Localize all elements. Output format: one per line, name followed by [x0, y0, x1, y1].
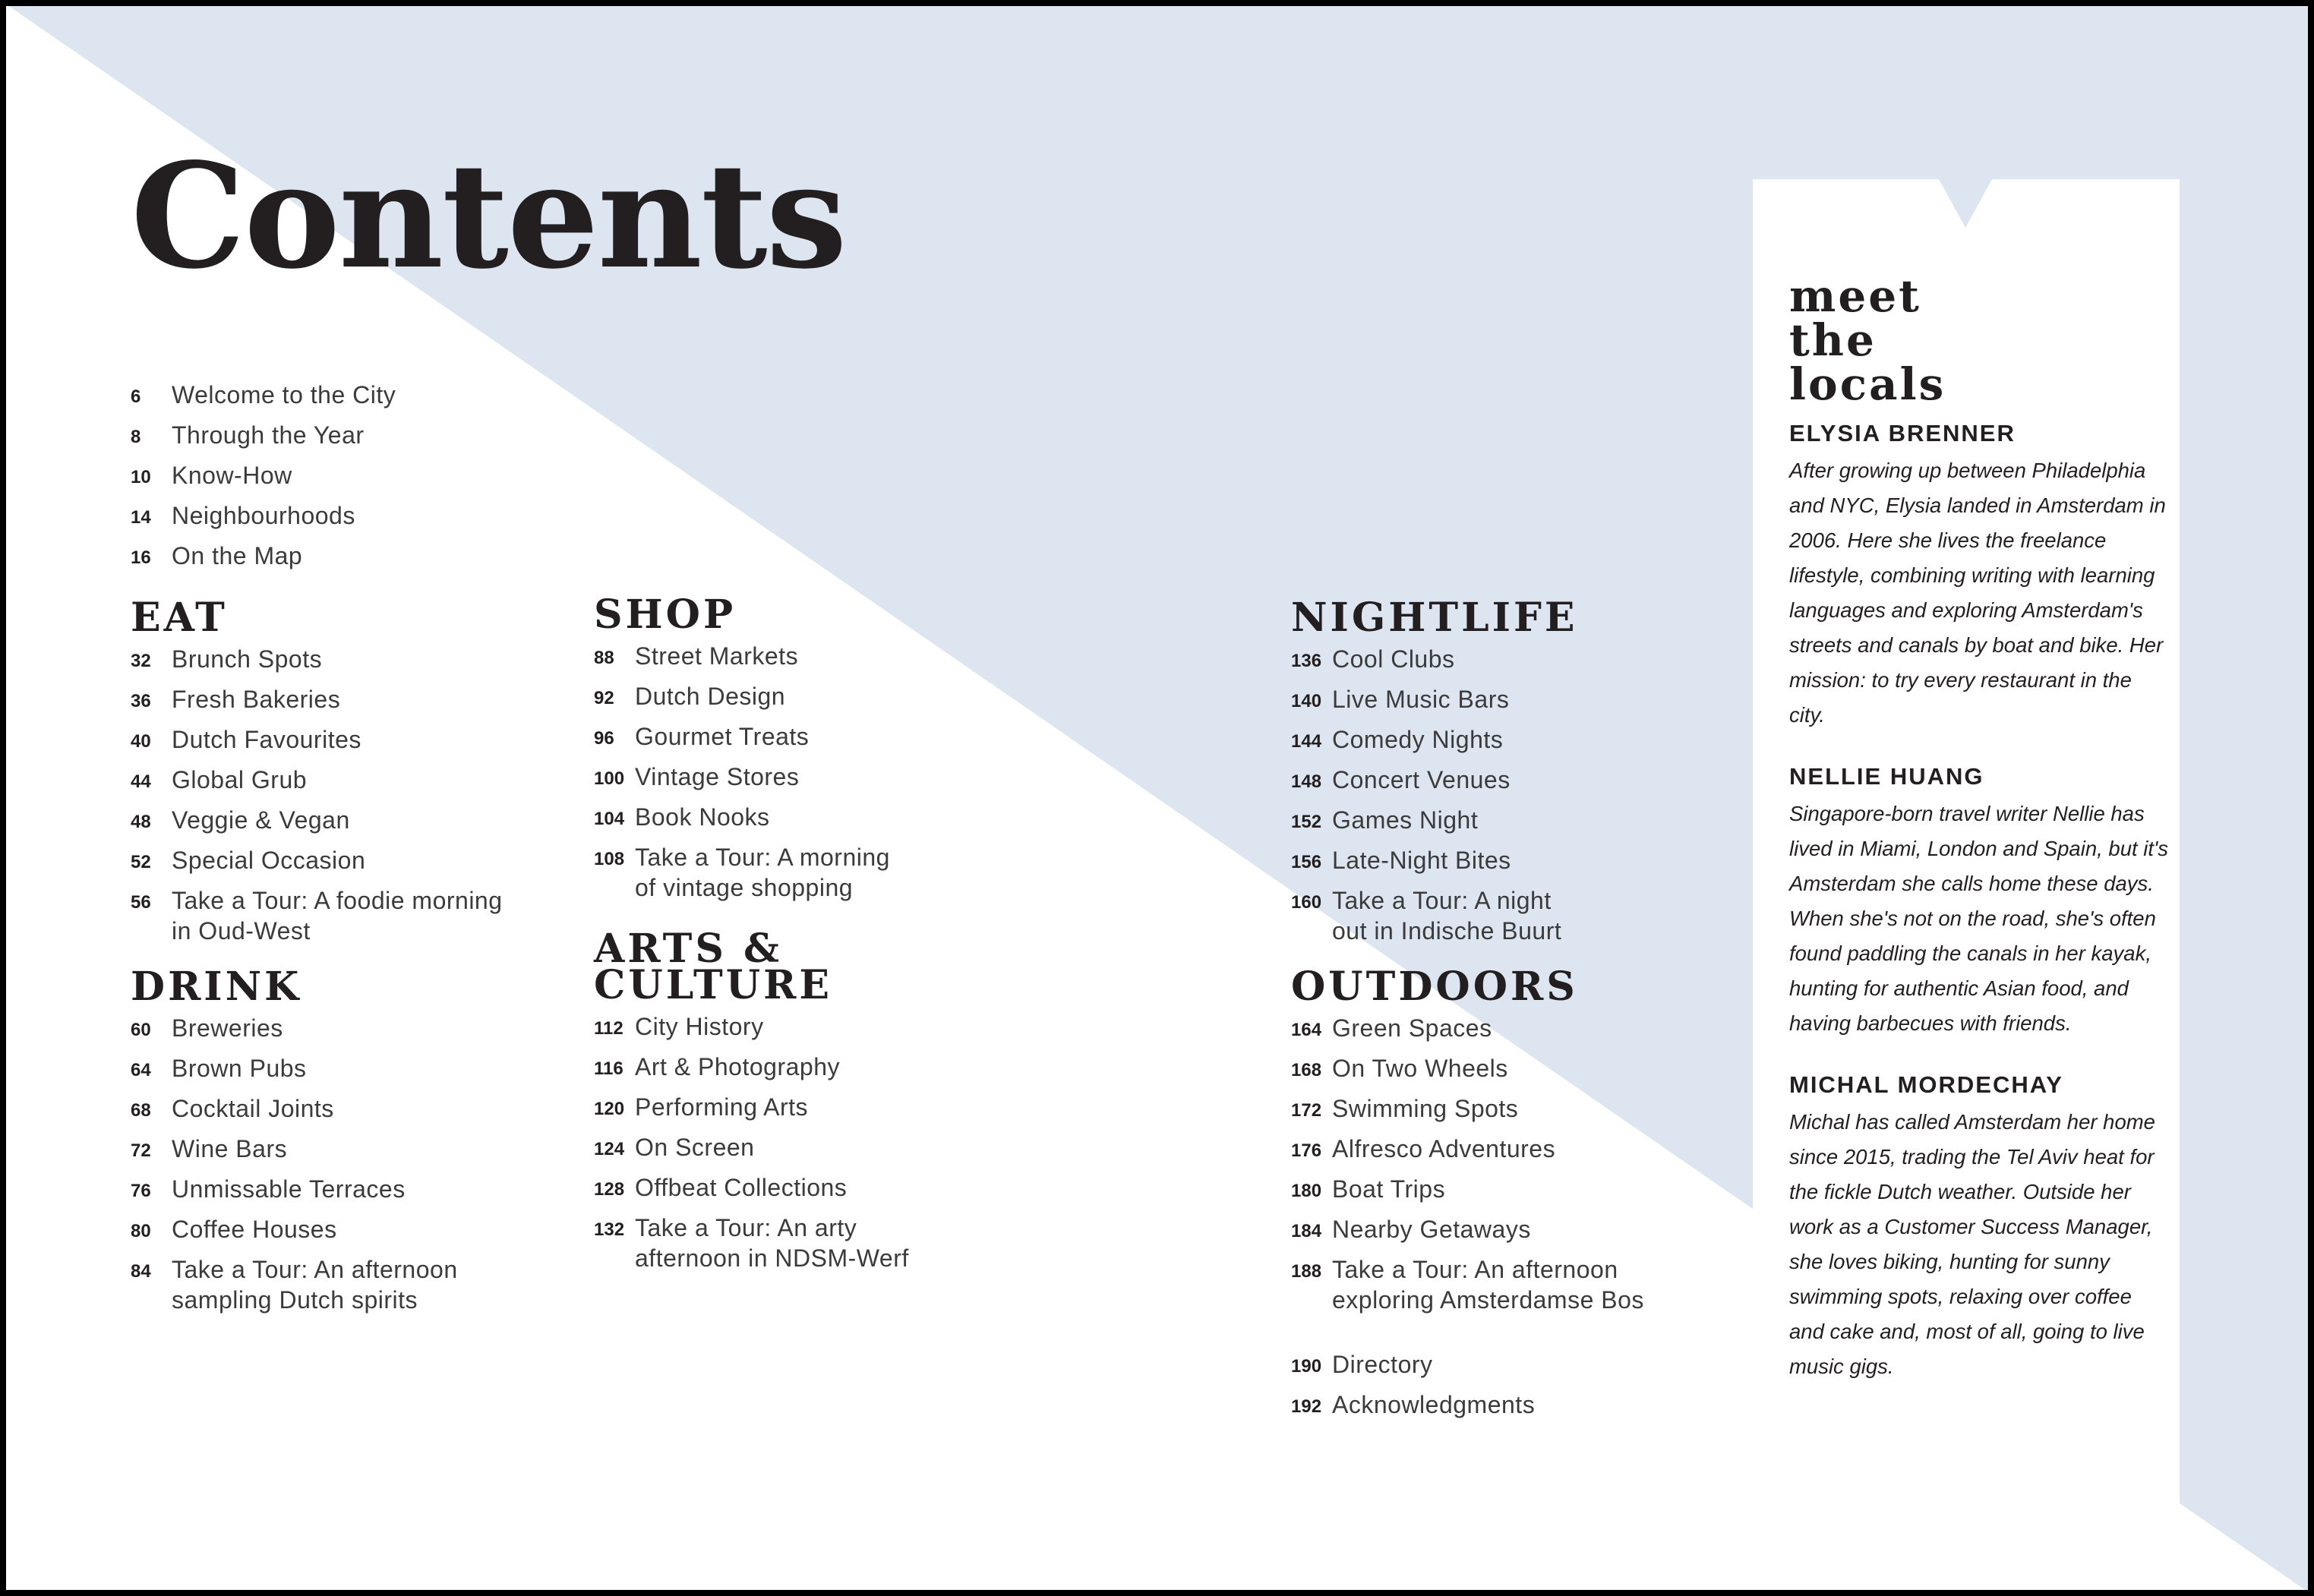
page-number: 52 [131, 852, 151, 872]
entry-label: Book Nooks [635, 803, 770, 831]
entry-label: Veggie & Vegan [172, 806, 350, 834]
page-number: 16 [131, 547, 151, 568]
page-number: 92 [594, 688, 614, 708]
toc-entry[interactable] [131, 724, 503, 757]
entry-label: Coffee Houses [172, 1216, 337, 1243]
page-number: 140 [1291, 691, 1322, 711]
local-bio: Michal has called Amsterdam her home since 2015, trading the Tel Aviv heat for the fickle Dutch weather. Outside her work as a Customer Success Manager, she loves biking, hunting for sunny swimming spots, relaxing over coffee and cake and, most of all, going to live music gigs. [1789, 1110, 2155, 1378]
section-heading: SHOP [594, 591, 737, 638]
back-matter-list [1291, 1349, 1535, 1430]
entry-label: Nearby Getaways [1332, 1216, 1531, 1243]
entry-label: Breweries [172, 1014, 283, 1042]
page-number: 48 [131, 812, 151, 832]
entry-label: Take a Tour: A morning of vintage shopping [635, 844, 890, 901]
toc-entry[interactable] [131, 1134, 458, 1166]
page-number: 80 [131, 1221, 151, 1241]
toc-entry[interactable] [1291, 1389, 1535, 1422]
toc-entry[interactable] [594, 802, 890, 834]
section-heading-line: CULTURE [594, 962, 832, 1008]
page-number: 104 [594, 809, 625, 829]
page-number: 36 [131, 691, 151, 711]
page-number: 40 [131, 731, 151, 752]
section-shop [594, 591, 890, 910]
page-number: 152 [1291, 812, 1322, 832]
entry-label: Cool Clubs [1332, 645, 1455, 673]
toc-entry[interactable] [1291, 684, 1578, 717]
toc-entry[interactable] [1291, 1093, 1644, 1126]
toc-entry[interactable] [131, 420, 396, 453]
toc-entry[interactable] [131, 1254, 458, 1315]
local-bio: Singapore-born travel writer Nellie has lived in Miami, London and Spain, but it's Amsterdam she calls home these days. When she's not on the road, she's often found paddling the canals in her kayak, hunting for authentic Asian food, and having barbecues with friends. [1789, 802, 2169, 1035]
entry-label: Art & Photography [635, 1053, 840, 1080]
page-number: 176 [1291, 1140, 1322, 1161]
local-name: NELLIE HUANG [1789, 763, 1984, 790]
toc-entry[interactable] [594, 1011, 909, 1044]
page-number: 84 [131, 1261, 151, 1282]
page-number: 112 [594, 1018, 623, 1039]
toc-entry[interactable] [131, 765, 503, 797]
entry-label: Take a Tour: An arty afternoon in NDSM-Werf [635, 1214, 909, 1272]
page-number: 88 [594, 648, 614, 668]
page-number: 56 [131, 892, 151, 913]
page-number: 156 [1291, 852, 1322, 872]
entry-label: Know-How [172, 462, 292, 489]
section-arts-culture [594, 926, 909, 1281]
meet-the-locals-panel [1753, 179, 2180, 1511]
local-name: ELYSIA BRENNER [1789, 420, 2016, 446]
toc-entry[interactable] [131, 845, 503, 878]
toc-entry[interactable] [131, 380, 396, 412]
page-number: 44 [131, 771, 151, 792]
entry-label: Vintage Stores [635, 763, 800, 790]
locals-heading [1789, 270, 2169, 410]
entry-label: Fresh Bakeries [172, 686, 341, 713]
page-number: 60 [131, 1020, 151, 1040]
page-number: 76 [131, 1181, 151, 1201]
toc-entry[interactable] [1291, 1349, 1535, 1382]
entry-label: Brown Pubs [172, 1055, 307, 1082]
page-number: 124 [594, 1139, 625, 1159]
entry-label: Gourmet Treats [635, 723, 810, 750]
toc-entry[interactable] [131, 1053, 458, 1086]
page-number: 108 [594, 849, 625, 869]
page-number: 64 [131, 1060, 151, 1080]
toc-entry[interactable] [594, 1213, 909, 1273]
entry-label: Brunch Spots [172, 645, 323, 673]
page-number: 172 [1291, 1100, 1322, 1121]
entry-label: Acknowledgments [1332, 1391, 1536, 1418]
toc-entry[interactable] [131, 500, 396, 533]
page-number: 96 [594, 728, 614, 749]
section-nightlife [1291, 595, 1578, 954]
page-number: 68 [131, 1100, 151, 1121]
toc-entry[interactable] [1291, 765, 1578, 797]
toc-entry[interactable] [594, 1172, 909, 1205]
entry-label: Concert Venues [1332, 766, 1511, 793]
page-number: 32 [131, 651, 151, 671]
local-bio: After growing up between Philadelphia and NYC, Elysia landed in Amsterdam in 2006. Here she lives the freelance lifestyle, combining writing with learning languages and exploring Amsterdam's streets and canals by boat and bike. Her mission: to try every restaurant in the city. [1789, 459, 2166, 727]
page-number: 6 [131, 386, 141, 407]
page-number: 184 [1291, 1221, 1322, 1241]
entry-label: Green Spaces [1332, 1014, 1492, 1042]
toc-entry[interactable] [131, 1174, 458, 1206]
page-number: 180 [1291, 1181, 1322, 1201]
toc-entry[interactable] [594, 842, 890, 903]
toc-entry[interactable] [131, 885, 503, 946]
entry-label: Cocktail Joints [172, 1095, 334, 1122]
toc-entry[interactable] [594, 1132, 909, 1165]
section-heading [594, 926, 909, 1008]
section-outdoors [1291, 964, 1644, 1323]
page-number: 100 [594, 768, 625, 789]
page-number: 148 [1291, 771, 1322, 792]
locals-heading-line: the [1789, 314, 1877, 366]
page-number: 8 [131, 427, 141, 447]
toc-entry[interactable] [1291, 1134, 1644, 1166]
local-profile [1789, 762, 2169, 1041]
section-heading: EAT [131, 595, 228, 641]
entry-label: Take a Tour: A night out in Indische Buurt [1332, 887, 1562, 945]
section-heading: DRINK [131, 964, 302, 1010]
toc-entry[interactable] [1291, 1174, 1644, 1206]
section-heading-line: ARTS & [594, 926, 782, 972]
page-number: 188 [1291, 1261, 1322, 1282]
entry-label: Wine Bars [172, 1135, 288, 1162]
toc-entry[interactable] [131, 541, 396, 573]
entry-label: Take a Tour: An afternoon exploring Amsterdamse Bos [1332, 1256, 1644, 1314]
entry-label: Neighbourhoods [172, 502, 355, 529]
toc-entry[interactable] [594, 762, 890, 794]
page-number: 10 [131, 467, 151, 487]
toc-entry[interactable] [1291, 845, 1578, 878]
toc-entry[interactable] [131, 805, 503, 837]
local-profile [1789, 1070, 2169, 1384]
entry-label: Special Occasion [172, 847, 366, 874]
entry-label: Alfresco Adventures [1332, 1135, 1556, 1162]
entry-label: Performing Arts [635, 1093, 809, 1121]
page-number: 136 [1291, 651, 1322, 671]
entry-label: Late-Night Bites [1332, 847, 1511, 874]
toc-entry[interactable] [1291, 1254, 1644, 1315]
page-number: 14 [131, 507, 151, 528]
toc-entry[interactable] [1291, 885, 1578, 946]
intro-list [131, 380, 396, 581]
page-number: 120 [594, 1099, 625, 1119]
entry-label: Offbeat Collections [635, 1174, 848, 1201]
toc-entry[interactable] [594, 681, 890, 714]
toc-entry[interactable] [594, 1052, 909, 1084]
toc-entry[interactable] [131, 1013, 458, 1046]
entry-label: Take a Tour: A foodie morning in Oud-West [172, 887, 503, 945]
entry-label: Games Night [1332, 806, 1479, 834]
entry-label: Global Grub [172, 766, 308, 793]
page-title: Contents [131, 131, 846, 301]
page-number: 144 [1291, 731, 1322, 752]
entry-label: Dutch Design [635, 683, 786, 710]
toc-entry[interactable] [1291, 724, 1578, 757]
toc-entry[interactable] [1291, 805, 1578, 837]
entry-label: Take a Tour: An afternoon sampling Dutch spirits [172, 1256, 458, 1314]
entry-label: Directory [1332, 1351, 1433, 1378]
page-number: 116 [594, 1058, 623, 1079]
local-name: MICHAL MORDECHAY [1789, 1071, 2063, 1098]
page-number: 128 [594, 1179, 625, 1200]
toc-entry[interactable] [1291, 644, 1578, 677]
entry-label: Street Markets [635, 642, 799, 670]
entry-label: Live Music Bars [1332, 686, 1510, 713]
entry-label: City History [635, 1013, 764, 1040]
entry-label: Through the Year [172, 421, 365, 449]
toc-entry[interactable] [131, 1214, 458, 1247]
locals-heading-line: meet [1789, 270, 1921, 322]
toc-entry[interactable] [131, 1093, 458, 1126]
page-number: 164 [1291, 1020, 1322, 1040]
page-number: 168 [1291, 1060, 1322, 1080]
section-heading: OUTDOORS [1291, 964, 1578, 1010]
toc-entry[interactable] [594, 721, 890, 754]
entry-label: On Two Wheels [1332, 1055, 1508, 1082]
entry-label: Dutch Favourites [172, 726, 361, 753]
toc-entry[interactable] [131, 460, 396, 493]
toc-entry[interactable] [131, 684, 503, 717]
entry-label: Comedy Nights [1332, 726, 1504, 753]
toc-entry[interactable] [594, 641, 890, 673]
entry-label: Swimming Spots [1332, 1095, 1519, 1122]
toc-entry[interactable] [1291, 1214, 1644, 1247]
toc-entry[interactable] [131, 644, 503, 677]
entry-label: Boat Trips [1332, 1175, 1446, 1203]
toc-entry[interactable] [1291, 1013, 1644, 1046]
entry-label: Unmissable Terraces [172, 1175, 406, 1203]
local-profile [1789, 418, 2169, 733]
page-number: 72 [131, 1140, 151, 1161]
locals-heading-line: locals [1789, 358, 1946, 410]
toc-entry[interactable] [594, 1092, 909, 1124]
entry-label: On the Map [172, 542, 303, 569]
toc-entry[interactable] [1291, 1053, 1644, 1086]
section-eat [131, 595, 503, 954]
page-number: 192 [1291, 1396, 1322, 1417]
entry-label: Welcome to the City [172, 381, 396, 408]
page-number: 160 [1291, 892, 1322, 913]
section-drink [131, 964, 458, 1323]
entry-label: On Screen [635, 1134, 755, 1161]
page-number: 190 [1291, 1356, 1322, 1377]
page-number: 132 [594, 1219, 625, 1240]
section-heading: NIGHTLIFE [1291, 595, 1578, 641]
